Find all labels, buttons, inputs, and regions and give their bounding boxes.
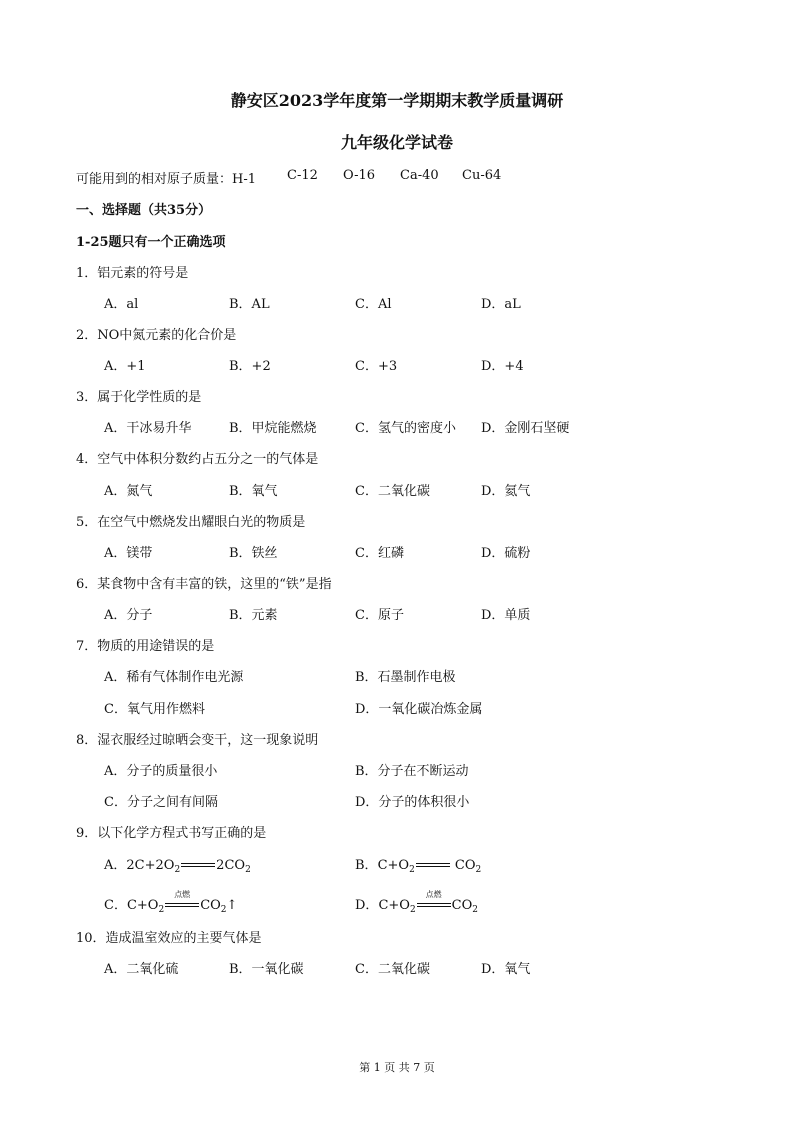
- q9-option-d: D．$C+O_2$ 点燃 $CO_2$: [355, 889, 479, 915]
- q6-option-a: A．分子: [104, 608, 153, 623]
- q2-option-d: D．+4: [481, 359, 524, 374]
- equals-sign-with-condition: 点燃: [165, 901, 199, 911]
- q3-option-c: C．氢气的密度小: [355, 421, 456, 436]
- section-heading: 一、选择题（共35分）: [76, 203, 212, 218]
- question-8-stem: 8．湿衣服经过晾晒会变干，这一现象说明: [76, 733, 319, 748]
- equals-sign: [416, 861, 450, 871]
- question-4-stem: 4．空气中体积分数约占五分之一的气体是: [76, 452, 319, 467]
- question-9-stem: 9．以下化学方程式书写正确的是: [76, 826, 267, 841]
- q7-option-d: D．一氧化碳冶炼金属: [355, 702, 483, 717]
- q1-option-a: A．al: [104, 297, 139, 312]
- page-subtitle: 九年级化学试卷: [340, 133, 453, 152]
- q1-option-c: C．Al: [355, 297, 392, 312]
- q9-option-a: A．$2C+2O_2$ $2CO_2$: [104, 858, 251, 875]
- q4-option-a: A．氮气: [104, 484, 153, 499]
- q10-option-d: D．氧气: [481, 962, 531, 977]
- q8-option-d: D．分子的体积很小: [355, 795, 470, 810]
- q4-option-d: D．氦气: [481, 484, 531, 499]
- q4-option-b: B．氧气: [229, 484, 278, 499]
- page-title: 静安区2023学年度第一学期期末教学质量调研: [230, 91, 564, 110]
- q1-option-d: D．aL: [481, 297, 521, 312]
- q6-option-d: D．单质: [481, 608, 531, 623]
- q1-option-b: B．AL: [229, 297, 270, 312]
- question-6-stem: 6．某食物中含有丰富的铁，这里的“铁”是指: [76, 577, 332, 592]
- question-3-stem: 3．属于化学性质的是: [76, 390, 202, 405]
- atomic-masses-label: 可能用到的相对原子质量：: [76, 172, 233, 187]
- q3-option-a: A．干冰易升华: [104, 421, 192, 436]
- atomic-masses-line: [76, 168, 256, 187]
- q3-option-b: B．甲烷能燃烧: [229, 421, 317, 436]
- question-1-stem: 1．铝元素的符号是: [76, 266, 189, 281]
- question-2-stem: 2．NO中氮元素的化合价是: [76, 328, 237, 343]
- equals-sign: [181, 861, 215, 871]
- question-7-stem: 7．物质的用途错误的是: [76, 639, 215, 654]
- section-subheading: 1-25题只有一个正确选项: [76, 235, 226, 250]
- question-10-stem: 10．造成温室效应的主要气体是: [76, 931, 262, 946]
- q2-option-b: B．+2: [229, 359, 271, 374]
- q9-option-b: B．$C+O_2$ $CO_2$: [355, 858, 482, 875]
- atomic-mass-c: C-12: [287, 168, 318, 183]
- q9-option-c: C．$C+O_2$ 点燃 $CO_2↑$: [104, 889, 238, 915]
- q7-option-b: B．石墨制作电极: [355, 670, 456, 685]
- atomic-mass-ca: Ca-40: [400, 168, 439, 183]
- q5-option-c: C．红磷: [355, 546, 404, 561]
- q10-option-b: B．一氧化碳: [229, 962, 304, 977]
- q2-option-c: C．+3: [355, 359, 398, 374]
- q10-option-a: A．二氧化硫: [104, 962, 179, 977]
- q8-option-a: A．分子的质量很小: [104, 764, 218, 779]
- q6-option-b: B．元素: [229, 608, 278, 623]
- equals-sign-with-condition: 点燃: [417, 901, 451, 911]
- q6-option-c: C．原子: [355, 608, 404, 623]
- q10-option-c: C．二氧化碳: [355, 962, 430, 977]
- atomic-mass-cu: Cu-64: [462, 168, 502, 183]
- q8-option-b: B．分子在不断运动: [355, 764, 469, 779]
- q3-option-d: D．金刚石坚硬: [481, 421, 570, 436]
- q7-option-c: C．氧气用作燃料: [104, 702, 205, 717]
- atomic-mass-h: H-1: [232, 172, 257, 187]
- q5-option-d: D．硫粉: [481, 546, 531, 561]
- q8-option-c: C．分子之间有间隔: [104, 795, 218, 810]
- q5-option-a: A．镁带: [104, 546, 153, 561]
- q4-option-c: C．二氧化碳: [355, 484, 430, 499]
- q5-option-b: B．铁丝: [229, 546, 278, 561]
- gas-arrow-icon: ↑: [226, 898, 238, 913]
- atomic-mass-o: O-16: [343, 168, 376, 183]
- q2-option-a: A．+1: [104, 359, 146, 374]
- page-footer: 第 1 页 共 7 页: [359, 1061, 435, 1074]
- question-5-stem: 5．在空气中燃烧发出耀眼白光的物质是: [76, 515, 306, 530]
- q7-option-a: A．稀有气体制作电光源: [104, 670, 244, 685]
